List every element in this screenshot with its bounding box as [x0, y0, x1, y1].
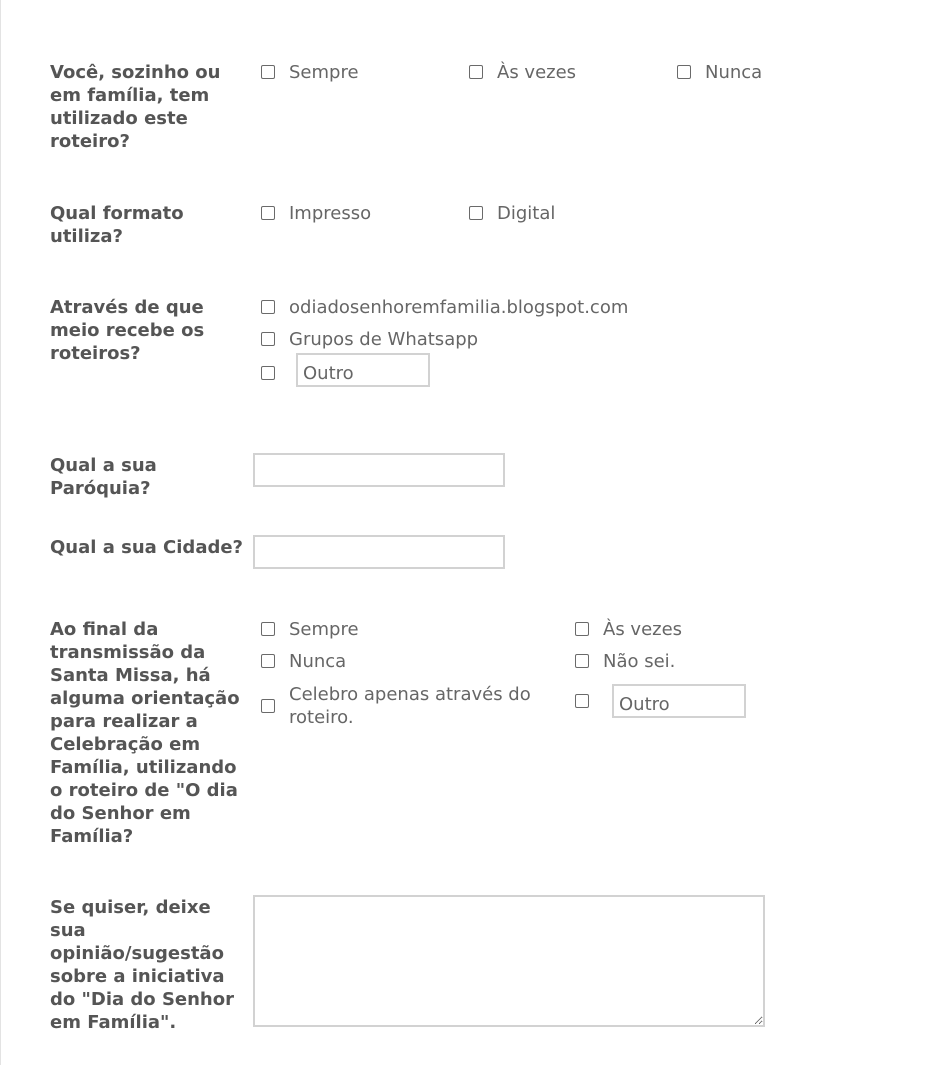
option-label: odiadosenhoremfamilia.blogspot.com [289, 297, 629, 318]
city-input[interactable] [253, 535, 505, 569]
option-label: Às vezes [497, 62, 577, 83]
checkbox-orientation-as-vezes[interactable] [575, 622, 589, 636]
question-label-format: Qual formato utiliza? [50, 203, 184, 247]
option-label: Grupos de Whatsapp [289, 329, 479, 350]
question-label-city: Qual a sua Cidade? [50, 537, 243, 558]
option-orientation-nunca[interactable] [261, 650, 346, 673]
checkbox-medium-whatsapp[interactable] [261, 332, 275, 346]
suggestion-textarea[interactable] [253, 895, 765, 1027]
checkbox-orientation-sempre[interactable] [261, 622, 275, 636]
question-label-parish: Qual a sua Paróquia? [50, 455, 157, 499]
option-orientation-other [575, 690, 746, 718]
option-label: Sempre [289, 62, 359, 83]
option-label: Não sei. [603, 651, 676, 672]
checkbox-orientation-roteiro[interactable] [261, 699, 275, 713]
question-label-usage: Você, sozinho ou em família, tem utilizado este roteiro? [50, 62, 221, 152]
option-medium-other [261, 362, 430, 387]
checkbox-usage-sempre[interactable] [261, 65, 275, 79]
option-orientation-nao-sei[interactable] [575, 650, 675, 673]
checkbox-usage-as-vezes[interactable] [469, 65, 483, 79]
checkbox-orientation-other[interactable] [575, 694, 589, 708]
option-format-impresso[interactable] [261, 202, 371, 225]
option-medium-whatsapp[interactable] [261, 328, 478, 351]
orientation-other-input[interactable] [612, 684, 746, 718]
option-medium-blog[interactable] [261, 296, 628, 319]
option-label: Sempre [289, 619, 359, 640]
option-usage-as-vezes[interactable] [469, 61, 576, 84]
option-orientation-as-vezes[interactable] [575, 618, 682, 641]
parish-input[interactable] [253, 453, 505, 487]
option-format-digital[interactable] [469, 202, 555, 225]
option-label: Nunca [705, 62, 763, 83]
checkbox-orientation-nunca[interactable] [261, 654, 275, 668]
checkbox-orientation-nao-sei[interactable] [575, 654, 589, 668]
option-label: Nunca [289, 651, 347, 672]
option-label: Impresso [289, 203, 372, 224]
question-label-orientation: Ao final da transmissão da Santa Missa, há alguma orientação para realizar a Celebração em Família, utilizando o roteiro de "O dia do Senhor em Família? [50, 619, 240, 847]
option-label: Às vezes [603, 619, 683, 640]
option-orientation-roteiro[interactable] [261, 683, 559, 729]
page-left-border [0, 0, 1, 1065]
question-label-medium: Através de que meio recebe os roteiros? [50, 297, 205, 364]
option-label: Digital [497, 203, 556, 224]
medium-other-input[interactable] [296, 353, 430, 387]
checkbox-format-digital[interactable] [469, 206, 483, 220]
checkbox-usage-nunca[interactable] [677, 65, 691, 79]
question-label-suggestion: Se quiser, deixe sua opinião/sugestão sobre a iniciativa do "Dia do Senhor em Família". [50, 897, 234, 1033]
option-label: Celebro apenas através do roteiro. [289, 684, 531, 728]
option-usage-nunca[interactable] [677, 61, 762, 84]
checkbox-medium-other[interactable] [261, 366, 275, 380]
checkbox-medium-blog[interactable] [261, 300, 275, 314]
option-usage-sempre[interactable] [261, 61, 359, 84]
checkbox-format-impresso[interactable] [261, 206, 275, 220]
option-orientation-sempre[interactable] [261, 618, 359, 641]
